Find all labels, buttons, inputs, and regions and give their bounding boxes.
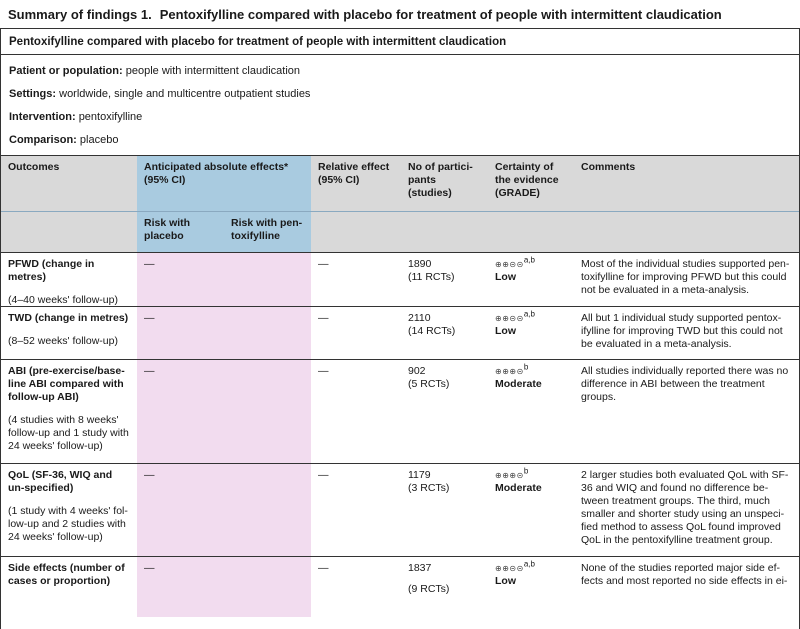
meta-intervention-label: Intervention: xyxy=(9,111,76,123)
outcome-followup: (4–40 weeks' follow-up) xyxy=(8,294,118,306)
grade-symbols-icon: ⊕⊕⊕⊝ xyxy=(495,471,524,480)
participants-count: 902 xyxy=(408,365,426,377)
header-subrow xyxy=(1,211,799,252)
table-subtitle: Pentoxifylline compared with placebo for treatment of people with intermittent claudication xyxy=(1,29,799,55)
grade-symbols-icon: ⊕⊕⊝⊝ xyxy=(495,260,524,269)
meta-population xyxy=(9,64,300,78)
absolute-effects-cell: — xyxy=(137,464,311,556)
header-risk-placebo: Risk with placebo xyxy=(137,212,224,252)
findings-table-frame xyxy=(0,28,800,629)
meta-comparison-label: Comparison: xyxy=(9,134,77,146)
participants-count: 1837 xyxy=(408,562,432,574)
table-row xyxy=(1,359,799,463)
meta-settings-label: Settings: xyxy=(9,88,57,100)
header-comments: Comments xyxy=(581,161,636,173)
meta-population-label: Patient or population: xyxy=(9,65,123,77)
relative-effect-cell: — xyxy=(318,258,329,270)
participants-cell xyxy=(401,360,488,396)
certainty-cell xyxy=(488,464,574,500)
outcome-name: PFWD (change in metres) xyxy=(8,258,95,283)
grade-symbols-icon: ⊕⊕⊕⊝ xyxy=(495,367,524,376)
participants-cell xyxy=(401,307,488,343)
relative-effect-cell: — xyxy=(318,365,329,377)
participants-cell xyxy=(401,557,488,601)
outcome-cell xyxy=(1,307,137,353)
outcome-name: ABI (pre-exercise/base-line ABI compared with follow-up ABI) xyxy=(8,365,125,403)
grade-label: Low xyxy=(495,575,516,587)
header-anticipated: Anticipated absolute effects* (95% CI) xyxy=(137,156,311,211)
outcome-name: TWD (change in metres) xyxy=(8,312,129,324)
grade-label: Moderate xyxy=(495,482,542,494)
studies-count: (5 RCTs) xyxy=(408,378,450,390)
meta-population-value: people with intermittent claudication xyxy=(125,65,300,77)
comment-cell: All studies individually reported there was no difference in ABI between the treatment groups. xyxy=(581,365,789,403)
studies-count: (14 RCTs) xyxy=(408,325,456,337)
outcome-cell xyxy=(1,557,137,603)
certainty-cell xyxy=(488,253,574,289)
header-participants: No of partici-pants (studies) xyxy=(408,161,473,199)
outcome-cell xyxy=(1,253,137,312)
participants-cell xyxy=(401,253,488,289)
comment-cell: None of the studies reported major side ef-fects and most reported no side effects in ei- xyxy=(581,562,788,587)
participants-count: 1179 xyxy=(408,469,431,481)
meta-settings-value: worldwide, single and multicentre outpatient studies xyxy=(59,88,311,100)
relative-effect-cell: — xyxy=(318,469,329,481)
participants-count: 2110 xyxy=(408,312,431,324)
outcome-followup: (4 studies with 8 weeks' follow-up and 1 study with 24 weeks' follow-up) xyxy=(8,414,129,452)
table-title xyxy=(8,4,792,26)
outcome-followup: (8–52 weeks' follow-up) xyxy=(8,335,118,347)
grade-footnote: a,b xyxy=(523,255,535,265)
outcome-followup: (1 study with 4 weeks' fol-low-up and 2 studies with 24 weeks' follow-up) xyxy=(8,505,128,543)
findings-grid xyxy=(1,155,799,617)
comment-cell: 2 larger studies both evaluated QoL with SF-36 and WIQ and found no difference be-tween treatment groups. The third, much smaller and shorter study using an unspeci-fied method to assess QoL found improved QoL in the pentoxifylline treatment group. xyxy=(581,469,789,546)
comment-cell: Most of the individual studies supported pen-toxifylline for improving PFWD but this could not be evaluated in a meta-analysis. xyxy=(581,258,790,296)
table-row xyxy=(1,306,799,359)
header-outcomes: Outcomes xyxy=(8,161,60,173)
absolute-effects-cell: — xyxy=(137,253,311,306)
grade-symbols-icon: ⊕⊕⊝⊝ xyxy=(495,314,524,323)
outcome-name: Side effects (number of cases or proportion) xyxy=(8,562,125,587)
grade-symbols-icon: ⊕⊕⊝⊝ xyxy=(495,564,524,573)
participants-cell xyxy=(401,464,488,500)
studies-count: (11 RCTs) xyxy=(408,271,455,283)
header-risk-pento: Risk with pen-toxifylline xyxy=(224,212,311,252)
grade-label: Low xyxy=(495,325,516,337)
table-title-label: Summary of findings 1. xyxy=(8,7,152,22)
outcome-cell xyxy=(1,464,137,549)
header-row xyxy=(1,156,799,211)
meta-comparison-value: placebo xyxy=(79,134,119,146)
table-row xyxy=(1,252,799,306)
meta-comparison xyxy=(9,133,118,147)
certainty-cell xyxy=(488,360,574,396)
header-relative: Relative effect (95% CI) xyxy=(318,161,390,186)
header-certainty: Certainty of the evidence (GRADE) xyxy=(495,161,559,199)
meta-intervention xyxy=(9,110,142,124)
absolute-effects-cell: — xyxy=(137,360,311,463)
table-row xyxy=(1,463,799,556)
absolute-effects-cell: — xyxy=(137,307,311,359)
meta-intervention-value: pentoxifylline xyxy=(78,111,143,123)
grade-footnote: a,b xyxy=(523,559,535,569)
table-title-text: Pentoxifylline compared with placebo for treatment of people with intermittent claudication xyxy=(159,7,722,22)
comment-cell: All but 1 individual study supported pentox-ifylline for improving TWD but this could not be evaluated in a meta-analysis. xyxy=(581,312,783,350)
certainty-cell xyxy=(488,307,574,343)
grade-footnote: a,b xyxy=(523,309,535,319)
absolute-effects-cell: — xyxy=(137,557,311,617)
studies-count: (3 RCTs) xyxy=(408,482,450,494)
grade-label: Low xyxy=(495,271,516,283)
grade-label: Moderate xyxy=(495,378,542,390)
certainty-cell xyxy=(488,557,574,593)
studies-count: (9 RCTs) xyxy=(408,583,450,595)
table-row xyxy=(1,556,799,617)
relative-effect-cell: — xyxy=(318,312,329,324)
meta-settings xyxy=(9,87,310,101)
outcome-cell xyxy=(1,360,137,458)
grade-footnote: b xyxy=(523,362,529,372)
relative-effect-cell: — xyxy=(318,562,329,574)
grade-footnote: b xyxy=(523,466,529,476)
participants-count: 1890 xyxy=(408,258,432,270)
outcome-name: QoL (SF-36, WIQ and un-specified) xyxy=(8,469,113,494)
